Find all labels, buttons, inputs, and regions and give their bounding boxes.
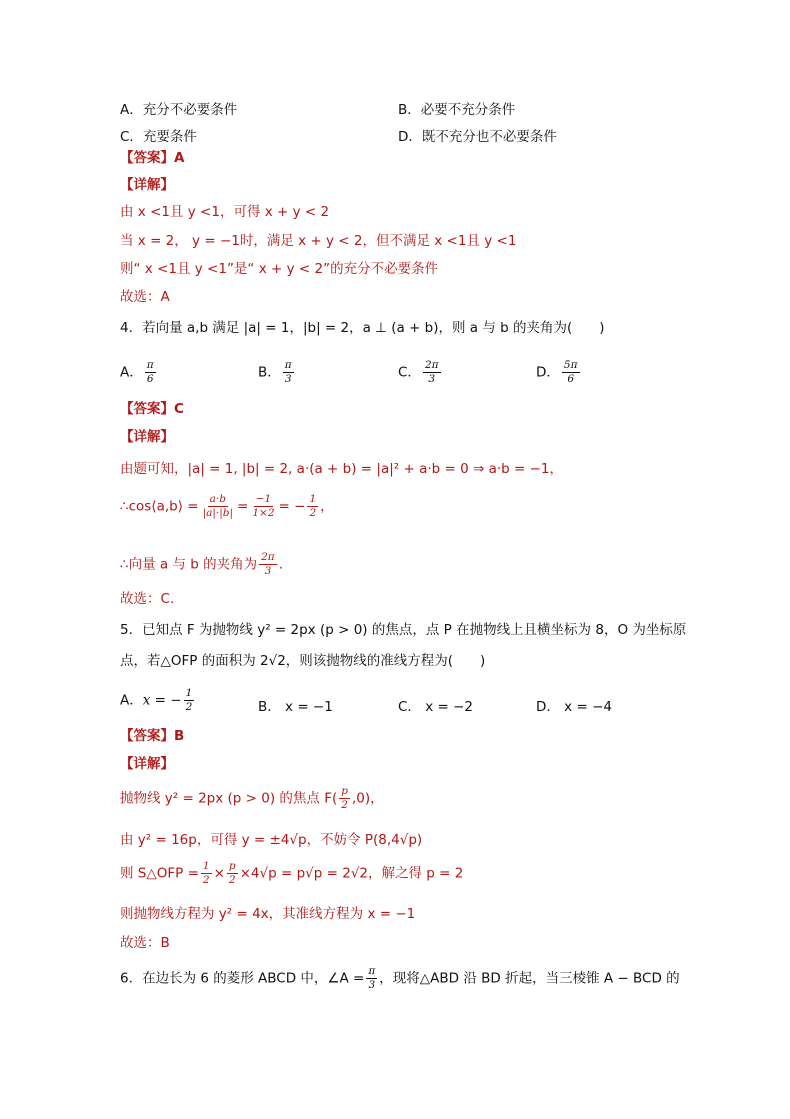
q5-stem-line-2: 点，若△OFP 的面积为 2√2，则该抛物线的准线方程为( ) — [120, 653, 486, 669]
q4-option-a-label: A． — [120, 364, 143, 381]
q5-line3-f2-num: p — [227, 861, 238, 874]
q4-option-a-num: π — [145, 360, 156, 373]
q5-line3-f2-den: 2 — [228, 874, 236, 887]
q4-line2-equals: = — [237, 498, 249, 515]
q4-option-b-num: π — [283, 360, 294, 373]
q5-solution-line-3 — [120, 861, 463, 886]
q4-stem: 4．若向量 a,b 满足 |a| = 1，|b| = 2，a ⊥ (a + b)，则 a 与 b 的夹角为( ) — [120, 320, 605, 336]
q4-line2-fraction-1 — [201, 494, 235, 519]
q3-option-b: B．必要不充分条件 — [398, 102, 516, 118]
q5-line1-num: p — [339, 786, 350, 799]
q4-option-a-den: 6 — [146, 373, 154, 386]
q4-line2-f1-den: |a|·|b| — [202, 507, 234, 520]
q4-line2-f2-den: 1×2 — [252, 507, 275, 520]
q3-solution-line-3: 则“ x <1且 y <1”是“ x + y < 2”的充分不必要条件 — [120, 261, 439, 277]
q4-line3-suffix: . — [278, 556, 283, 573]
q3-solution-line-2: 当 x = 2， y = −1时，满足 x + y < 2，但不满足 x <1且 y <1 — [120, 233, 517, 249]
q5-solution-line-1 — [120, 786, 384, 811]
q3-solution-line-1: 由 x <1且 y <1，可得 x + y < 2 — [120, 204, 330, 220]
q4-line2-f3-den: 2 — [309, 507, 317, 520]
q4-option-c-label: C． — [398, 364, 421, 381]
q3-conclusion: 故选：A — [120, 289, 170, 305]
q5-answer-label: 【答案】B — [120, 728, 185, 744]
q4-option-c-num: 2π — [423, 360, 441, 373]
q4-line2-f3-num: 1 — [307, 494, 318, 507]
q6-stem-suffix: ，现将△ABD 沿 BD 折起，当三棱锥 A − BCD 的 — [379, 970, 680, 987]
q5-option-a-fraction — [184, 688, 195, 713]
q5-detail-label: 【详解】 — [120, 756, 174, 772]
q5-solution-line-2: 由 y² = 16p，可得 y = ±4√p，不妨令 P(8,4√p) — [120, 832, 423, 848]
q5-line3-fraction-2 — [227, 861, 238, 886]
q4-option-a — [120, 360, 158, 385]
q5-option-a-expr: x = − — [142, 692, 182, 709]
q3-option-d: D．既不充分也不必要条件 — [398, 129, 557, 145]
q5-option-a — [120, 688, 196, 713]
q5-line3-fraction-1 — [201, 861, 212, 886]
q4-line2-f2-num: −1 — [254, 494, 273, 507]
q4-option-c — [398, 360, 443, 385]
q5-solution-line-4: 则抛物线方程为 y² = 4x，其准线方程为 x = −1 — [120, 906, 416, 922]
q5-option-a-label: A． — [120, 692, 143, 709]
q4-line2-mid: = − — [278, 498, 306, 515]
q3-detail-label: 【详解】 — [120, 177, 174, 193]
q5-line3-times: × — [213, 865, 225, 882]
q5-option-a-den: 2 — [185, 701, 193, 714]
q4-line3-den: 3 — [264, 565, 272, 578]
q4-option-d-den: 6 — [567, 373, 575, 386]
q4-line2-f1-num: a·b — [208, 494, 228, 507]
q5-line1-suffix: ,0)， — [351, 790, 384, 807]
q5-option-a-num: 1 — [184, 688, 195, 701]
q4-answer-label: 【答案】C — [120, 401, 184, 417]
q4-solution-line-2 — [120, 494, 334, 519]
q3-option-a: A．充分不必要条件 — [120, 102, 238, 118]
q5-option-c: C． x = −2 — [398, 699, 474, 715]
q5-line1-fraction — [339, 786, 350, 811]
q4-line2-fraction-2 — [250, 494, 276, 519]
q4-option-b-den: 3 — [284, 373, 292, 386]
q4-option-c-den: 3 — [428, 373, 436, 386]
q4-option-c-fraction — [423, 360, 441, 385]
q4-option-b-label: B． — [258, 364, 281, 381]
q3-answer-label: 【答案】A — [120, 150, 185, 166]
q5-option-b: B． x = −1 — [258, 699, 333, 715]
q4-conclusion: 故选：C. — [120, 591, 175, 607]
q4-option-b-fraction — [283, 360, 294, 385]
q6-stem-num: π — [366, 966, 377, 979]
q5-line1-den: 2 — [341, 799, 348, 812]
q3-option-c: C．充要条件 — [120, 129, 197, 145]
q4-line2-suffix: ， — [320, 498, 334, 515]
q4-option-d-num: 5π — [562, 360, 580, 373]
q5-line3-suffix: ×4√p = p√p = 2√2，解之得 p = 2 — [239, 865, 464, 882]
q6-stem-fraction — [366, 966, 377, 991]
q4-line2-prefix: ∴cos⟨a,b⟩ = — [120, 498, 199, 515]
q6-stem — [120, 966, 680, 991]
q6-stem-den: 3 — [368, 979, 376, 992]
q5-line1-prefix: 抛物线 y² = 2px (p > 0) 的焦点 F( — [120, 790, 338, 807]
q5-line3-f1-num: 1 — [201, 861, 212, 874]
q4-option-d-label: D． — [536, 364, 560, 381]
q4-detail-label: 【详解】 — [120, 429, 174, 445]
q4-option-d — [536, 360, 582, 385]
q4-option-d-fraction — [562, 360, 580, 385]
q4-option-b — [258, 360, 296, 385]
q6-stem-prefix: 6．在边长为 6 的菱形 ABCD 中，∠A = — [120, 970, 365, 987]
q5-line3-prefix: 则 S△OFP = — [120, 865, 199, 882]
q4-line3-num: 2π — [259, 552, 277, 565]
q5-option-d: D． x = −4 — [536, 699, 612, 715]
q4-line3-fraction — [259, 552, 277, 577]
q4-line2-fraction-3 — [307, 494, 318, 519]
q4-option-a-fraction — [145, 360, 156, 385]
q5-stem-line-1: 5．已知点 F 为抛物线 y² = 2px (p > 0) 的焦点，点 P 在抛物线上且横坐标为 8，O 为坐标原 — [120, 622, 687, 638]
q5-line3-f1-den: 2 — [202, 874, 210, 887]
q4-solution-line-3 — [120, 552, 283, 577]
q4-line3-prefix: ∴向量 a 与 b 的夹角为 — [120, 556, 258, 573]
q4-solution-line-1: 由题可知，|a| = 1, |b| = 2, a·(a + b) = |a|² + a·b = 0 ⇒ a·b = −1， — [120, 461, 564, 477]
q5-conclusion: 故选：B — [120, 935, 170, 951]
